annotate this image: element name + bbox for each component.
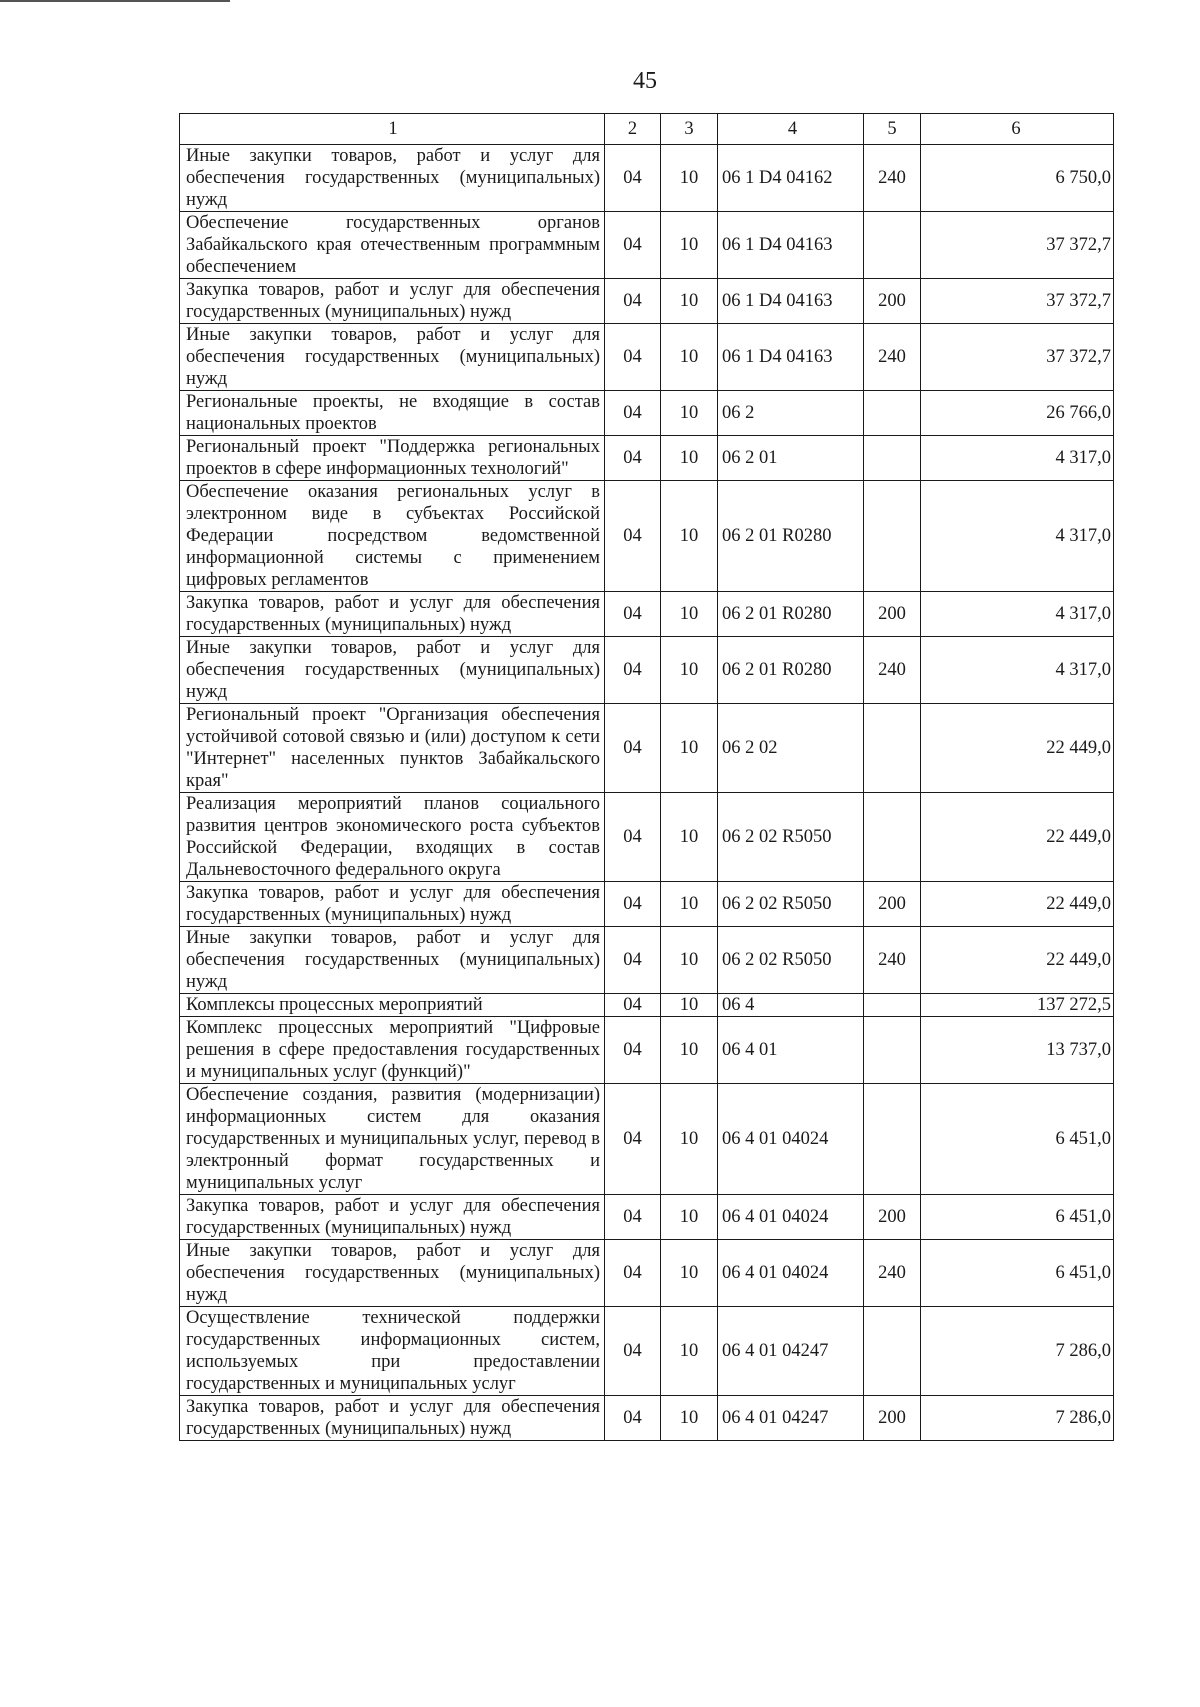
row-name-cell: Закупка товаров, работ и услуг для обеспечения государственных (муниципальных) нужд	[180, 592, 605, 637]
budget-table-body	[180, 114, 1114, 1441]
header-col-5: 5	[864, 114, 921, 145]
row-section-code: 04	[605, 1195, 661, 1240]
table-row	[180, 704, 1114, 793]
row-target-code: 06 2 02 R5050	[718, 927, 864, 994]
table-row	[180, 1195, 1114, 1240]
row-expense-type: 240	[864, 324, 921, 391]
row-amount: 22 449,0	[921, 882, 1114, 927]
header-col-2: 2	[605, 114, 661, 145]
row-amount: 6 451,0	[921, 1195, 1114, 1240]
row-subsection-code: 10	[661, 324, 718, 391]
row-target-code: 06 1 D4 04163	[718, 212, 864, 279]
row-target-code: 06 1 D4 04163	[718, 324, 864, 391]
scan-edge-mark	[0, 0, 230, 2]
row-section-code: 04	[605, 324, 661, 391]
row-name-cell: Региональный проект "Поддержка региональных проектов в сфере информационных технологий"	[180, 436, 605, 481]
row-name-cell: Закупка товаров, работ и услуг для обеспечения государственных (муниципальных) нужд	[180, 279, 605, 324]
row-name-cell: Закупка товаров, работ и услуг для обеспечения государственных (муниципальных) нужд	[180, 1396, 605, 1441]
table-row	[180, 212, 1114, 279]
row-section-code: 04	[605, 994, 661, 1017]
row-name-cell: Региональный проект "Организация обеспечения устойчивой сотовой связью и (или) доступом к сети "Интернет" населенных пунктов Забайкальского края"	[180, 704, 605, 793]
header-col-3: 3	[661, 114, 718, 145]
row-target-code: 06 4	[718, 994, 864, 1017]
row-subsection-code: 10	[661, 793, 718, 882]
row-name-cell: Обеспечение создания, развития (модернизации) информационных систем для оказания государственных и муниципальных услуг, перевод в электронный формат государственных и муниципальных услуг	[180, 1084, 605, 1195]
row-amount: 6 451,0	[921, 1240, 1114, 1307]
table-row	[180, 882, 1114, 927]
row-subsection-code: 10	[661, 145, 718, 212]
row-expense-type: 240	[864, 927, 921, 994]
row-amount: 4 317,0	[921, 481, 1114, 592]
row-amount: 22 449,0	[921, 704, 1114, 793]
row-subsection-code: 10	[661, 637, 718, 704]
row-amount: 7 286,0	[921, 1307, 1114, 1396]
row-subsection-code: 10	[661, 1396, 718, 1441]
row-target-code: 06 2 01 R0280	[718, 637, 864, 704]
row-subsection-code: 10	[661, 279, 718, 324]
row-name-cell: Иные закупки товаров, работ и услуг для обеспечения государственных (муниципальных) нужд	[180, 927, 605, 994]
row-expense-type: 200	[864, 592, 921, 637]
row-name-cell: Осуществление технической поддержки государственных информационных систем, используемых при предоставлении государственных и муниципальных услуг	[180, 1307, 605, 1396]
row-target-code: 06 4 01 04024	[718, 1084, 864, 1195]
row-expense-type: 200	[864, 882, 921, 927]
row-target-code: 06 4 01 04247	[718, 1307, 864, 1396]
row-target-code: 06 1 D4 04163	[718, 279, 864, 324]
table-row	[180, 1017, 1114, 1084]
row-section-code: 04	[605, 1307, 661, 1396]
table-row	[180, 637, 1114, 704]
row-target-code: 06 2 02 R5050	[718, 793, 864, 882]
row-amount: 7 286,0	[921, 1396, 1114, 1441]
row-expense-type: 200	[864, 1396, 921, 1441]
row-section-code: 04	[605, 145, 661, 212]
row-expense-type	[864, 1017, 921, 1084]
row-amount: 4 317,0	[921, 637, 1114, 704]
row-section-code: 04	[605, 882, 661, 927]
table-row	[180, 927, 1114, 994]
table-row	[180, 481, 1114, 592]
row-subsection-code: 10	[661, 391, 718, 436]
row-amount: 37 372,7	[921, 279, 1114, 324]
row-name-cell: Закупка товаров, работ и услуг для обеспечения государственных (муниципальных) нужд	[180, 1195, 605, 1240]
row-expense-type	[864, 994, 921, 1017]
row-target-code: 06 2	[718, 391, 864, 436]
row-section-code: 04	[605, 704, 661, 793]
row-name-cell: Закупка товаров, работ и услуг для обеспечения государственных (муниципальных) нужд	[180, 882, 605, 927]
row-amount: 13 737,0	[921, 1017, 1114, 1084]
row-name-cell: Региональные проекты, не входящие в состав национальных проектов	[180, 391, 605, 436]
table-row	[180, 1084, 1114, 1195]
row-section-code: 04	[605, 212, 661, 279]
row-section-code: 04	[605, 436, 661, 481]
row-target-code: 06 4 01 04024	[718, 1195, 864, 1240]
row-section-code: 04	[605, 592, 661, 637]
row-expense-type: 240	[864, 145, 921, 212]
row-target-code: 06 4 01 04024	[718, 1240, 864, 1307]
row-section-code: 04	[605, 1017, 661, 1084]
table-row	[180, 793, 1114, 882]
row-name-cell: Обеспечение оказания региональных услуг в электронном виде в субъектах Российской Федерации посредством ведомственной информационной системы с применением цифровых регламентов	[180, 481, 605, 592]
row-amount: 137 272,5	[921, 994, 1114, 1017]
row-amount: 6 451,0	[921, 1084, 1114, 1195]
row-section-code: 04	[605, 793, 661, 882]
row-section-code: 04	[605, 279, 661, 324]
row-subsection-code: 10	[661, 1017, 718, 1084]
row-target-code: 06 2 01 R0280	[718, 481, 864, 592]
table-row	[180, 1240, 1114, 1307]
header-col-6: 6	[921, 114, 1114, 145]
row-target-code: 06 1 D4 04162	[718, 145, 864, 212]
row-section-code: 04	[605, 391, 661, 436]
row-amount: 37 372,7	[921, 212, 1114, 279]
row-expense-type	[864, 436, 921, 481]
row-name-cell: Иные закупки товаров, работ и услуг для обеспечения государственных (муниципальных) нужд	[180, 145, 605, 212]
row-subsection-code: 10	[661, 1195, 718, 1240]
row-subsection-code: 10	[661, 927, 718, 994]
row-expense-type: 240	[864, 1240, 921, 1307]
row-subsection-code: 10	[661, 481, 718, 592]
row-amount: 22 449,0	[921, 927, 1114, 994]
row-subsection-code: 10	[661, 882, 718, 927]
header-col-1: 1	[180, 114, 605, 145]
row-expense-type: 240	[864, 637, 921, 704]
row-name-cell: Иные закупки товаров, работ и услуг для обеспечения государственных (муниципальных) нужд	[180, 1240, 605, 1307]
row-section-code: 04	[605, 637, 661, 704]
table-row	[180, 1307, 1114, 1396]
table-row	[180, 436, 1114, 481]
row-amount: 4 317,0	[921, 436, 1114, 481]
row-section-code: 04	[605, 481, 661, 592]
row-amount: 26 766,0	[921, 391, 1114, 436]
table-row	[180, 391, 1114, 436]
table-row	[180, 324, 1114, 391]
table-row	[180, 994, 1114, 1017]
row-amount: 22 449,0	[921, 793, 1114, 882]
row-target-code: 06 2 01	[718, 436, 864, 481]
row-expense-type: 200	[864, 279, 921, 324]
row-expense-type	[864, 391, 921, 436]
row-expense-type: 200	[864, 1195, 921, 1240]
row-amount: 6 750,0	[921, 145, 1114, 212]
row-section-code: 04	[605, 927, 661, 994]
table-row	[180, 145, 1114, 212]
row-target-code: 06 2 02 R5050	[718, 882, 864, 927]
header-row	[180, 114, 1114, 145]
row-name-cell: Иные закупки товаров, работ и услуг для обеспечения государственных (муниципальных) нужд	[180, 324, 605, 391]
header-col-4: 4	[718, 114, 864, 145]
row-target-code: 06 4 01	[718, 1017, 864, 1084]
row-subsection-code: 10	[661, 212, 718, 279]
row-subsection-code: 10	[661, 436, 718, 481]
row-section-code: 04	[605, 1084, 661, 1195]
row-target-code: 06 4 01 04247	[718, 1396, 864, 1441]
row-amount: 4 317,0	[921, 592, 1114, 637]
row-expense-type	[864, 1084, 921, 1195]
row-target-code: 06 2 02	[718, 704, 864, 793]
row-expense-type	[864, 212, 921, 279]
row-expense-type	[864, 1307, 921, 1396]
row-subsection-code: 10	[661, 994, 718, 1017]
row-name-cell: Обеспечение государственных органов Забайкальского края отечественным программным обеспечением	[180, 212, 605, 279]
row-section-code: 04	[605, 1396, 661, 1441]
row-expense-type	[864, 704, 921, 793]
row-subsection-code: 10	[661, 1307, 718, 1396]
row-name-cell: Комплексы процессных мероприятий	[180, 994, 605, 1017]
table-row	[180, 279, 1114, 324]
row-amount: 37 372,7	[921, 324, 1114, 391]
row-name-cell: Иные закупки товаров, работ и услуг для обеспечения государственных (муниципальных) нужд	[180, 637, 605, 704]
row-subsection-code: 10	[661, 592, 718, 637]
row-subsection-code: 10	[661, 1240, 718, 1307]
row-subsection-code: 10	[661, 1084, 718, 1195]
page-number: 45	[633, 68, 657, 94]
row-name-cell: Комплекс процессных мероприятий "Цифровые решения в сфере предоставления государственных и муниципальных услуг (функций)"	[180, 1017, 605, 1084]
row-subsection-code: 10	[661, 704, 718, 793]
row-expense-type	[864, 793, 921, 882]
table-row	[180, 592, 1114, 637]
row-section-code: 04	[605, 1240, 661, 1307]
row-expense-type	[864, 481, 921, 592]
budget-table	[179, 113, 1114, 1441]
row-name-cell: Реализация мероприятий планов социального развития центров экономического роста субъектов Российской Федерации, входящих в состав Дальневосточного федерального округа	[180, 793, 605, 882]
row-target-code: 06 2 01 R0280	[718, 592, 864, 637]
table-row	[180, 1396, 1114, 1441]
